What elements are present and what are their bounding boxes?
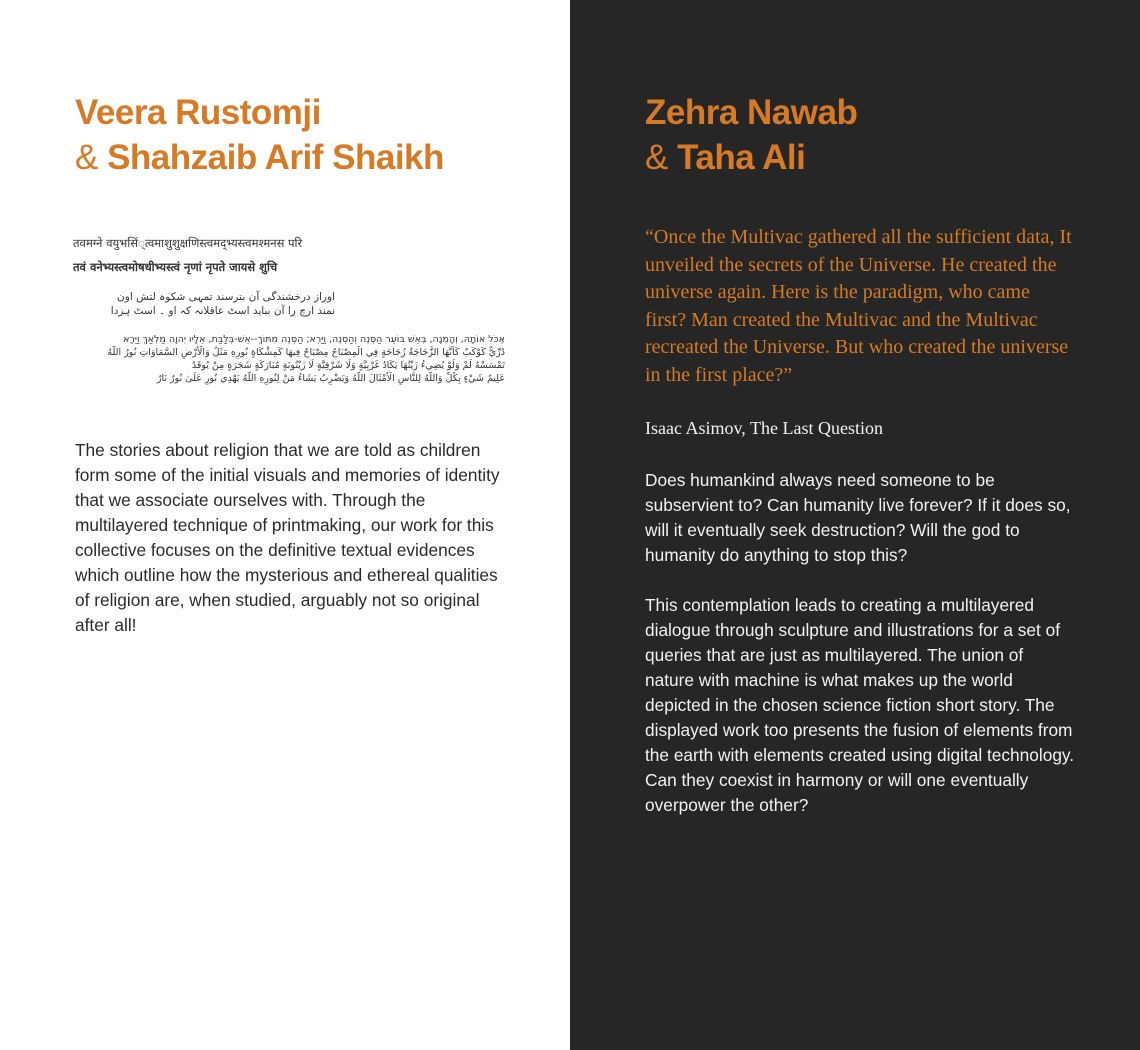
right-ampersand: & xyxy=(645,138,678,177)
devanagari-line-1: तवमग्ने वयुभसिं्त्वमाशुशुक्षणिस्त्वमद्भ्यस्त्वमश्मनस परि xyxy=(73,236,303,250)
devanagari-line-2: तवं वनेभ्यस्त्वमोषधीभ्यस्त्वं नृणां नृपते जायसे शुचि xyxy=(73,260,278,274)
quote-citation: Isaac Asimov, The Last Question xyxy=(645,418,883,438)
left-description: The stories about religion that we are told as children form some of the initial visuals and memories of identity that we associate ourselves with. Through the multilayered technique of printmaking, our work for this collective focuses on the definitive textual evidences which outline how the mysterious and ethereal qualities of religion are, when studied, arguably not so original after all! xyxy=(75,440,500,635)
right-page xyxy=(570,0,1140,1050)
religious-script-samples xyxy=(73,234,513,385)
right-artist-names xyxy=(645,90,857,180)
right-artist-1: Zehra Nawab xyxy=(645,93,858,132)
right-artist-2: Taha Ali xyxy=(677,138,806,177)
left-artist-1: Veera Rustomji xyxy=(75,93,321,132)
right-paragraph-2: This contemplation leads to creating a multilayered dialogue through sculpture and illustrations for a set of queries that are just as multilayered. The union of nature with machine is what makes up the world depicted in the chosen science fiction short story. The displayed work too presents the fusion of elements from the earth with elements created using digital technology. Can they coexist in harmony or will one eventually overpower the other? xyxy=(645,595,1075,815)
arabic-line-2: تَمْسَسْهُ لَمْ وَلَوْ يُضِيءُ زَيْتُهَا يَكَادُ غَرْبِيَّةٍ وَلَا شَرْقِيَّةٍ لَا زَيْتُونَةٍ مُبَارَكَةٍ شَجَرَةٍ مِنْ يُوقَدُ xyxy=(191,360,505,371)
hebrew-line-1: אֶכֹּל אוֹתָהּ, וְהָמְנָה, בְּאֵשׁ בּוֹעֵר הַסְּנֶה וְהַסְּנֶה, וַיַּרְא; הַסְּנֶה מִתּוֹךְ--אֵשׁ-בְּלַבַּת, אֵלָיו יְהוָה מַלְאַךְ וַיֵּרָא xyxy=(123,334,505,345)
left-artist-names xyxy=(75,90,444,180)
arabic-line-1: دُرِّيٌّ كَوْكَبٌ كَأَنَّهَا الزُّجَاجَةُ زُجَاجَةٍ فِي الْمِصْبَاحُ مِصْبَاحٌ فِيهَا كَمِشْكَاةٍ نُورِهِ مَثَلُ وَالْأَرْضِ السَّمَاوَاتِ نُورُ اللَّهُ xyxy=(107,347,505,358)
urdu-line-1: اوراز درخشندگی آن بترسند تمہی شکوہ لتش اون xyxy=(117,291,335,303)
left-ampersand: & xyxy=(75,138,108,177)
arabic-line-3: عَلِيمٌ شَيْءٍ بِكُلِّ وَاللَّهُ لِلنَّاسِ الْأَمْثَالَ اللَّهُ وَيَضْرِبُ يَشَاءُ مَنْ لِنُورِهِ اللَّهُ يَهْدِي نُورٍ عَلَىٰ نُورٌ نَارٌ xyxy=(156,373,505,384)
left-artist-2: Shahzaib Arif Shaikh xyxy=(107,138,444,177)
right-paragraph-1: Does humankind always need someone to be subservient to? Can humanity live forever? If it does so, will it eventually seek destruction? Will the god to humanity do anything to stop this? xyxy=(645,470,1071,565)
urdu-line-2: نمند ارچ را آن بباید اسٹ عاقلانہ کہ او ۔ اسٹ ہزدا xyxy=(110,305,335,317)
asimov-quote: “Once the Multivac gathered all the sufficient data, It unveiled the secrets of the Universe. He created the universe again. Here is the paradigm, who came first? Man created the Multivac and the Multivac recreated the Universe. But who created the universe in the first place?” xyxy=(645,226,1072,386)
